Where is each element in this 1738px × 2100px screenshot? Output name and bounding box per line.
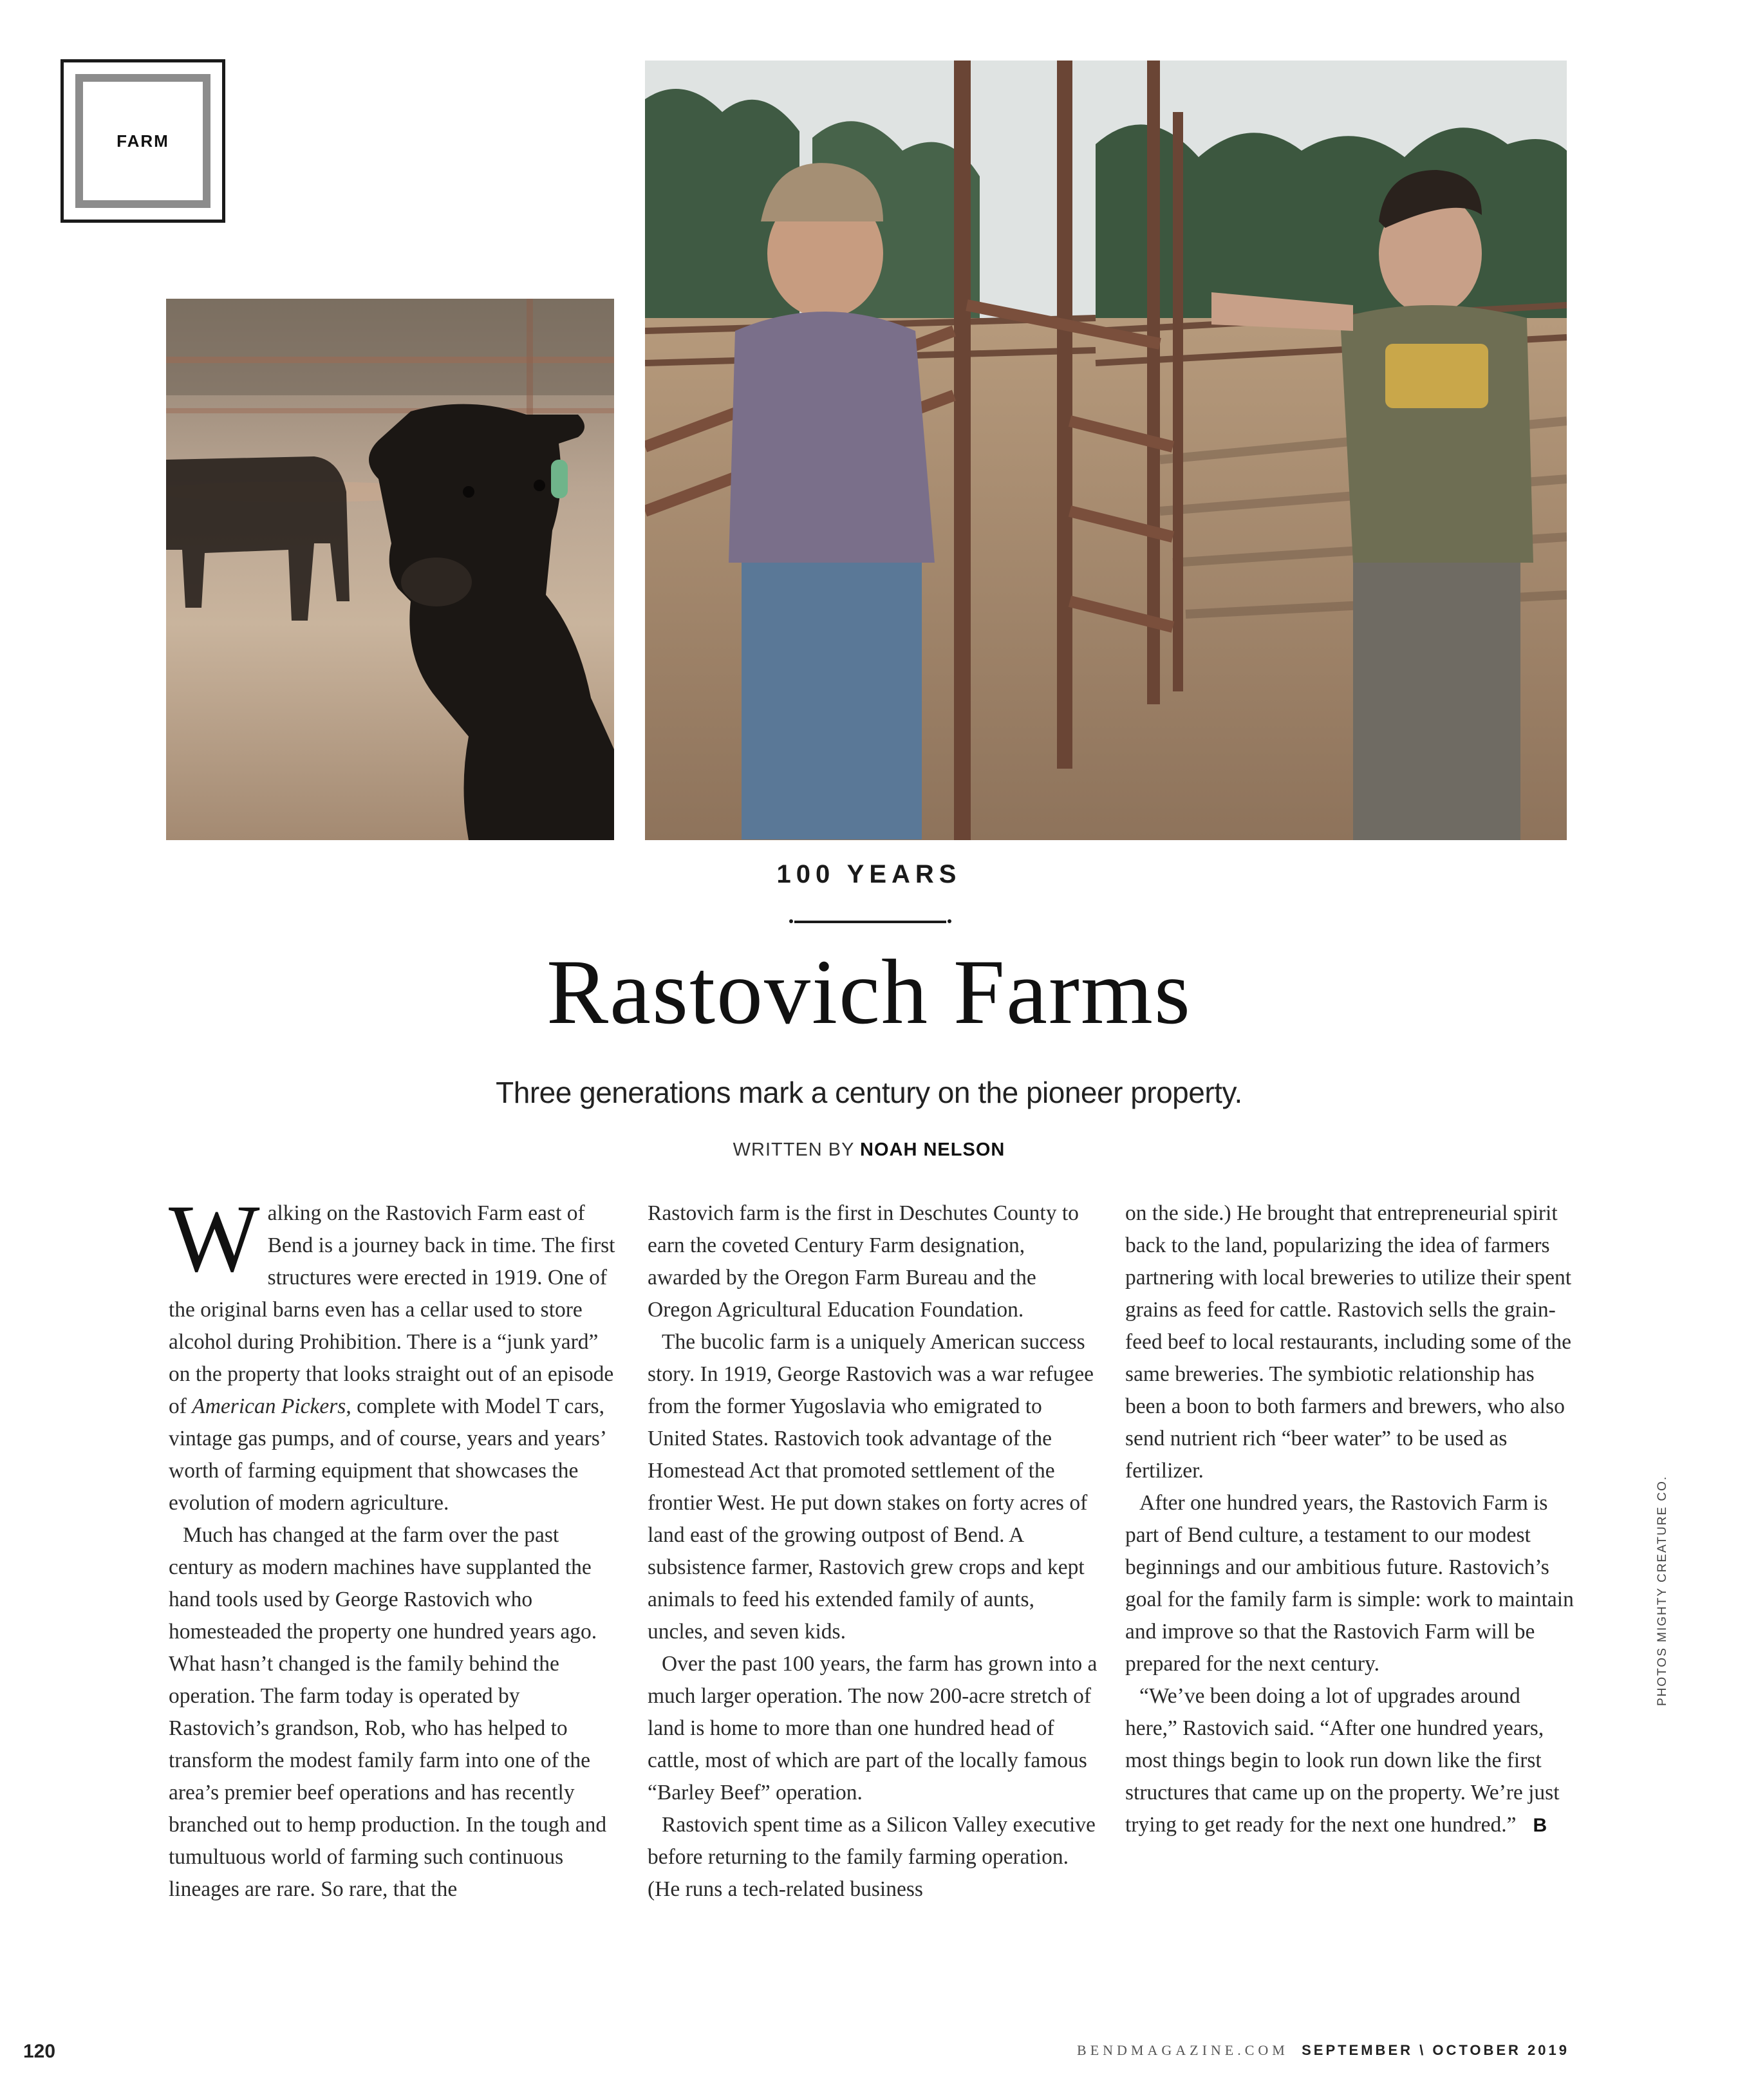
paragraph-text: , complete with Model T cars, vintage gas pumps, and of course, years and years’ worth of farming equipment that showcases the evolution of modern agriculture. [169,1394,606,1515]
end-mark-icon: B [1533,1815,1547,1836]
paragraph: The bucolic farm is a uniquely American success story. In 1919, George Rastovich was a war refugee from the former Yugoslavia who emigrated to United States. Rastovich took advantage of the Homestead Act that promoted settlement of the frontier West. He put down stakes on forty acres of land east of the growing outpost of Bend. A subsistence farmer, Rastovich grew crops and kept animals to feed his extended family of aunts, uncles, and seven kids. [648,1330,1094,1644]
article-dek: Three generations mark a century on the pioneer property. [496,1076,1242,1109]
paragraph: After one hundred years, the Rastovich Farm is part of Bend culture, a testament to our modest beginnings and our ambitious future. Rastovich’s goal for the family farm is simple: work to maintain and improve so that the Rastovich Farm will be prepared for the next century. [1125,1491,1574,1676]
body-column-2 [648,1197,1098,1906]
paragraph [169,1185,619,1519]
headline-divider [794,921,946,923]
drop-cap: W [169,1185,260,1292]
paragraph [1125,1680,1576,1841]
section-label: FARM [117,131,169,151]
paragraph-text: alking on the Rastovich Farm east of Bend is a journey back in time. The first structures were erected in 1919. One of the original barns even has a cellar used to store alcohol during Prohibition. There is a “junk yard” on the property that looks straight out of an episode of [169,1201,615,1418]
paragraph: Over the past 100 years, the farm has grown into a much larger operation. The now 200-acre stretch of land is home to more than one hundred head of cattle, most of which are part of the locally famous “Barley Beef” operation. [648,1652,1098,1805]
show-title: American Pickers [192,1394,346,1418]
cow-photo [166,299,614,840]
page-number: 120 [23,2041,56,2062]
paragraph: on the side.) He brought that entrepreneurial spirit back to the land, popularizing the idea of farmers partnering with local breweries to utilize their spent grains as feed for cattle. Rastovich sells the grain-feed beef to local restaurants, including some of the same breweries. The symbiotic relationship has been a boon to both farmers and brewers, who also send nutrient rich “beer water” to be used as fertilizer. [1125,1201,1572,1483]
body-column-1 [169,1185,619,1906]
paragraph-text: “We’ve been doing a lot of upgrades around here,” Rastovich said. “After one hundred years, most things begin to look run down like the first structures that came up on the property. We’re just trying to get ready for the next one hundred.” [1125,1684,1560,1837]
article-title: Rastovich Farms [547,941,1191,1044]
byline [0,1139,1738,1161]
photo-credit: PHOTOS MIGHTY CREATURE CO. [1656,1475,1669,1706]
paragraph: Much has changed at the farm over the past century as modern machines have supplanted the hand tools used by George Rastovich who homesteaded the property one hundred years ago. What hasn’t changed is the family behind the operation. The farm today is operated by Rastovich’s grandson, Rob, who has helped to transform the modest family farm into one of the area’s premier beef operations and has recently branched out to hemp production. In the tough and tumultuous world of farming such continuous lineages are rare. So rare, that the [169,1523,607,1901]
section-tag [61,59,225,223]
farmers-photo [645,61,1567,840]
paragraph: Rastovich farm is the first in Deschutes County to earn the coveted Century Farm designation, awarded by the Oregon Farm Bureau and the Oregon Agricultural Education Foundation. [648,1201,1079,1322]
kicker: 100 YEARS [776,860,962,888]
author-name: NOAH NELSON [860,1139,1005,1160]
paragraph: Rastovich spent time as a Silicon Valley executive before returning to the family farming operation. (He runs a tech-related business [648,1813,1096,1901]
folio [1077,2042,1569,2059]
issue-date: SEPTEMBER \ OCTOBER 2019 [1302,2042,1569,2058]
body-column-3 [1125,1197,1576,1841]
site-url: BENDMAGAZINE.COM [1077,2042,1289,2058]
section-tag-frame [75,74,210,208]
byline-prefix: WRITTEN BY [733,1139,861,1160]
